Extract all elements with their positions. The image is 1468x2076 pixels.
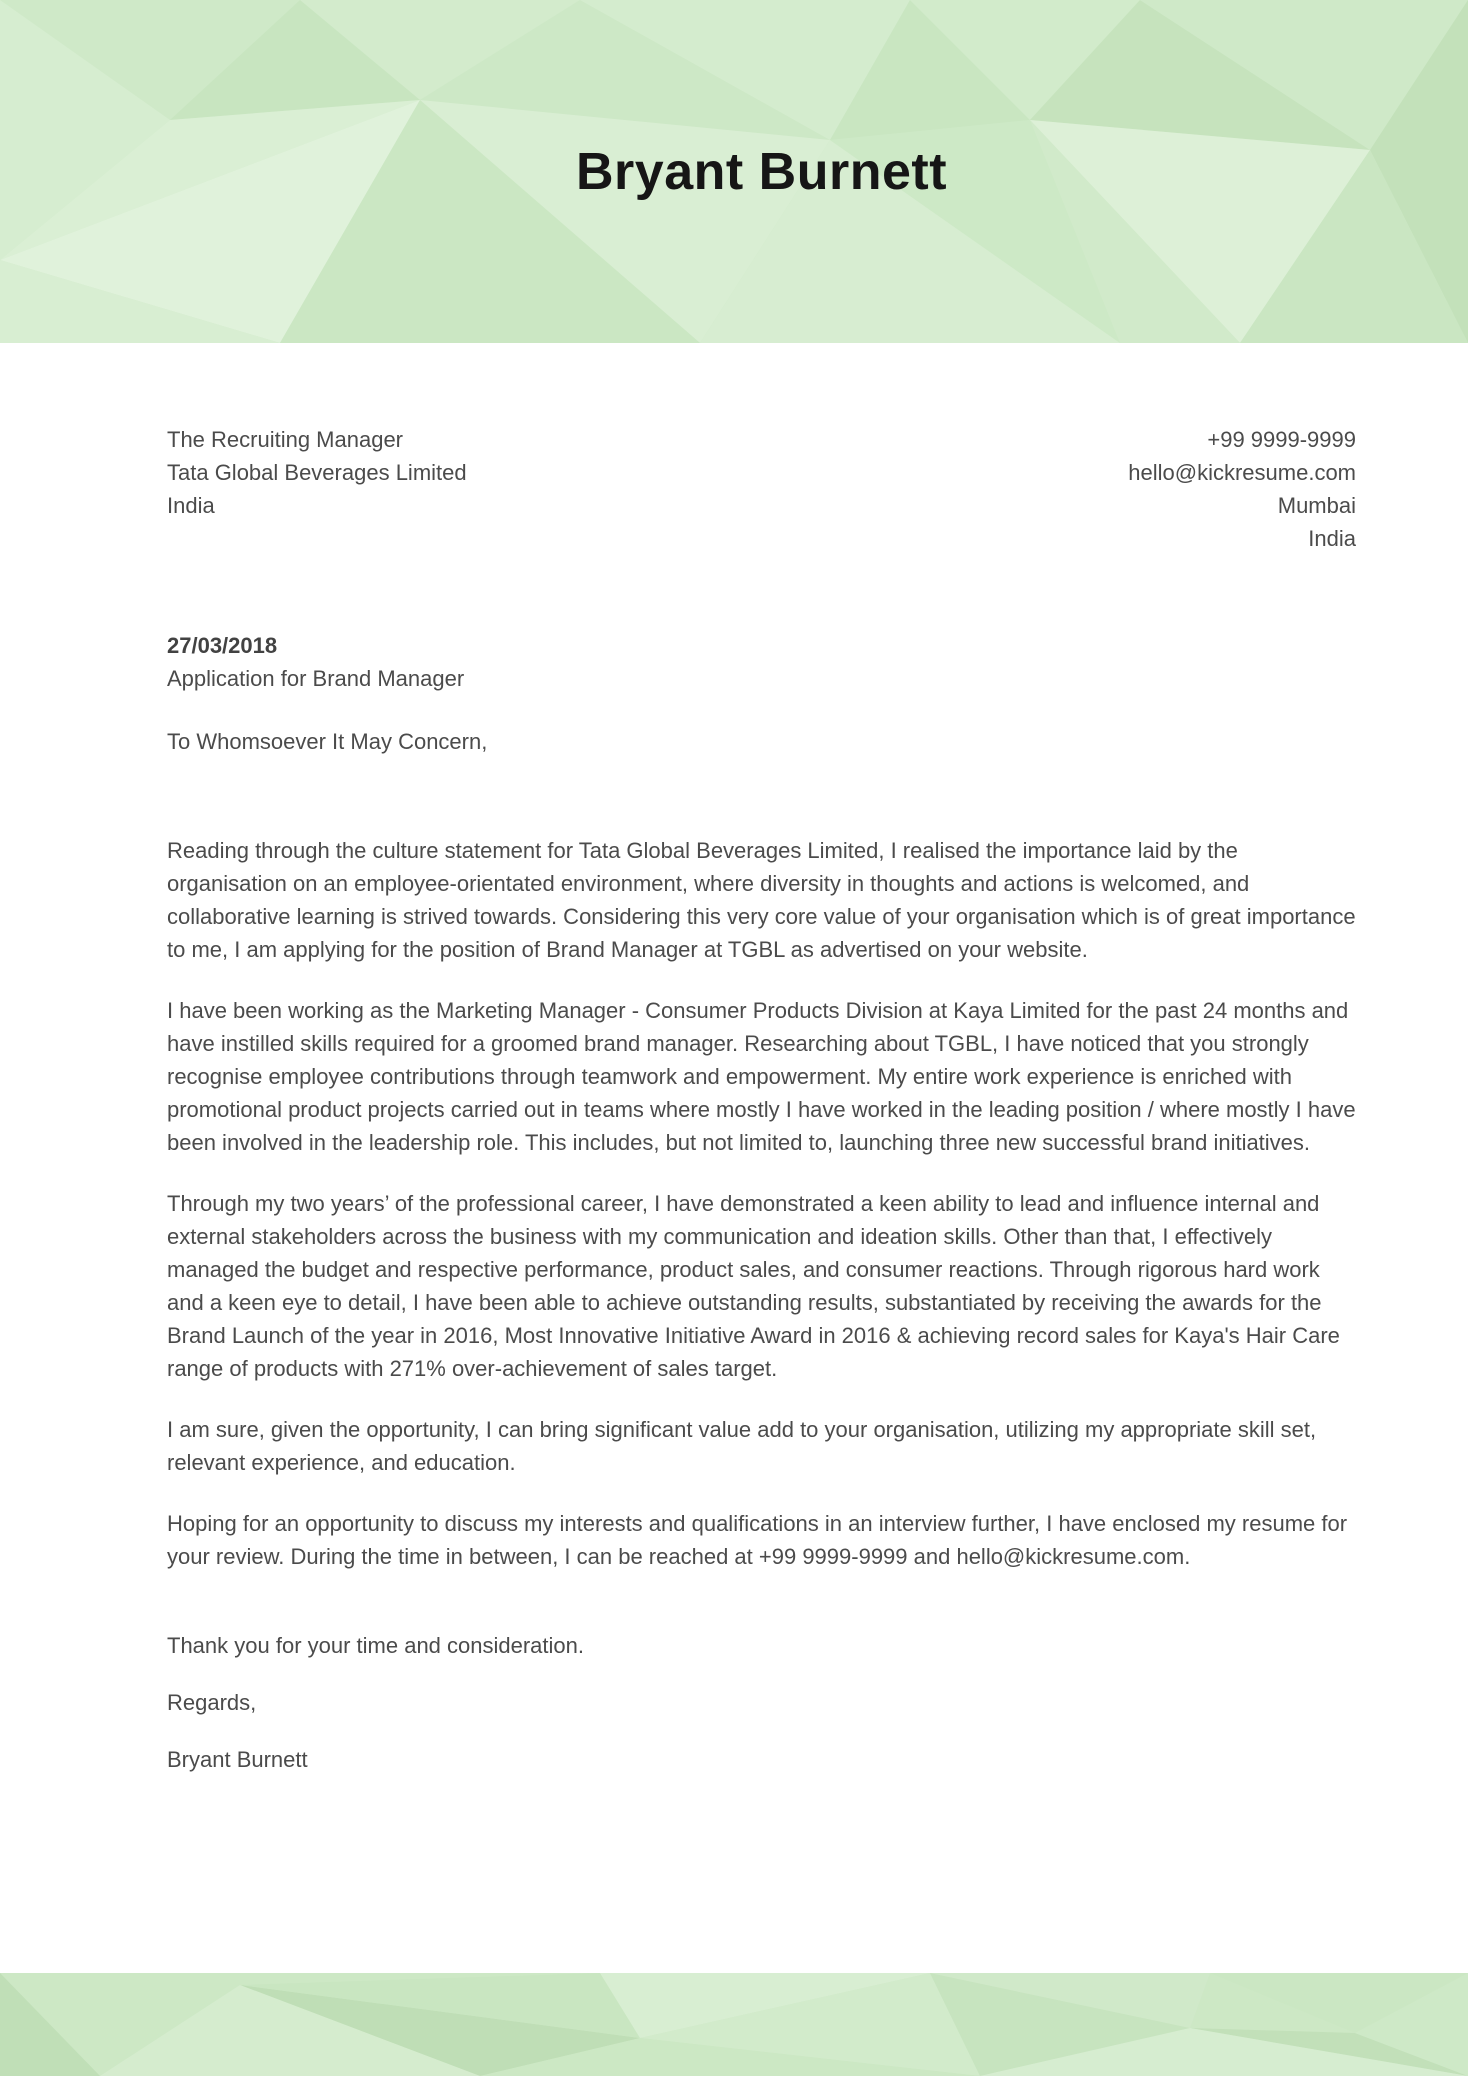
- letter-footer: [0, 1973, 1468, 2076]
- recipient-line: Tata Global Beverages Limited: [167, 460, 467, 485]
- body-paragraph-3: Through my two years’ of the professional career, I have demonstrated a keen ability to lead and influence internal and external stakeholders across the business with my communication and ideation skills. Other than that, I effectively managed the budget and respective performance, product sales, and consumer reactions. Through rigorous hard work and a keen eye to detail, I have been able to achieve outstanding results, substantiated by receiving the awards for the Brand Launch of the year in 2016, Most Innovative Initiative Award in 2016 & achieving record sales for Kaya's Hair Care range of products with 271% over-achievement of sales target.: [167, 1191, 1340, 1381]
- body-paragraph-2: I have been working as the Marketing Manager - Consumer Products Division at Kaya Limited for the past 24 months and have instilled skills required for a groomed brand manager. Researching about TGBL, I have noticed that you strongly recognise employee contributions through teamwork and empowerment. My entire work experience is enriched with promotional product projects carried out in teams where mostly I have worked in the leading position / where mostly I have been involved in the leadership role. This includes, but not limited to, launching three new successful brand initiatives.: [167, 998, 1356, 1155]
- salutation: To Whomsoever It May Concern,: [167, 729, 488, 754]
- footer-polygon-background: [0, 1973, 1468, 2076]
- letter-body: [0, 423, 1468, 1776]
- recipient-line: The Recruiting Manager: [167, 427, 404, 452]
- letter-subject: Application for Brand Manager: [167, 666, 465, 691]
- contact-country: India: [1308, 526, 1356, 551]
- body-paragraph-1: Reading through the culture statement for Tata Global Beverages Limited, I realised the importance laid by the organisation on an employee-orientated environment, where diversity in thoughts and actions is welcomed, and collaborative learning is strived towards. Considering this very core value of your organisation which is of great importance to me, I am applying for the position of Brand Manager at TGBL as advertised on your website.: [167, 838, 1356, 962]
- header-title-area: [0, 0, 1468, 343]
- letter-date: 27/03/2018: [167, 633, 278, 658]
- contact-block: [1128, 423, 1356, 555]
- recipient-block: [167, 423, 467, 555]
- body-paragraph-4: I am sure, given the opportunity, I can bring significant value add to your organisation, utilizing my appropriate skill set, relevant experience, and education.: [167, 1417, 1317, 1475]
- letter-header: [0, 0, 1468, 343]
- body-paragraph-5: Hoping for an opportunity to discuss my interests and qualifications in an interview further, I have enclosed my resume for your review. During the time in between, I can be reached at +99 9999-9999 and hello@kickresume.com.: [167, 1511, 1348, 1569]
- contact-city: Mumbai: [1277, 493, 1356, 518]
- contact-phone: +99 9999-9999: [1207, 427, 1356, 452]
- meta-block: [167, 629, 1356, 695]
- closing-thanks: Thank you for your time and consideration.: [167, 1633, 585, 1658]
- info-row: [167, 423, 1356, 555]
- recipient-line: India: [167, 493, 215, 518]
- page-title: Bryant Burnett: [575, 142, 948, 201]
- closing-regards: Regards,: [167, 1690, 257, 1715]
- contact-email: hello@kickresume.com: [1128, 460, 1356, 485]
- signature-name: Bryant Burnett: [167, 1747, 308, 1772]
